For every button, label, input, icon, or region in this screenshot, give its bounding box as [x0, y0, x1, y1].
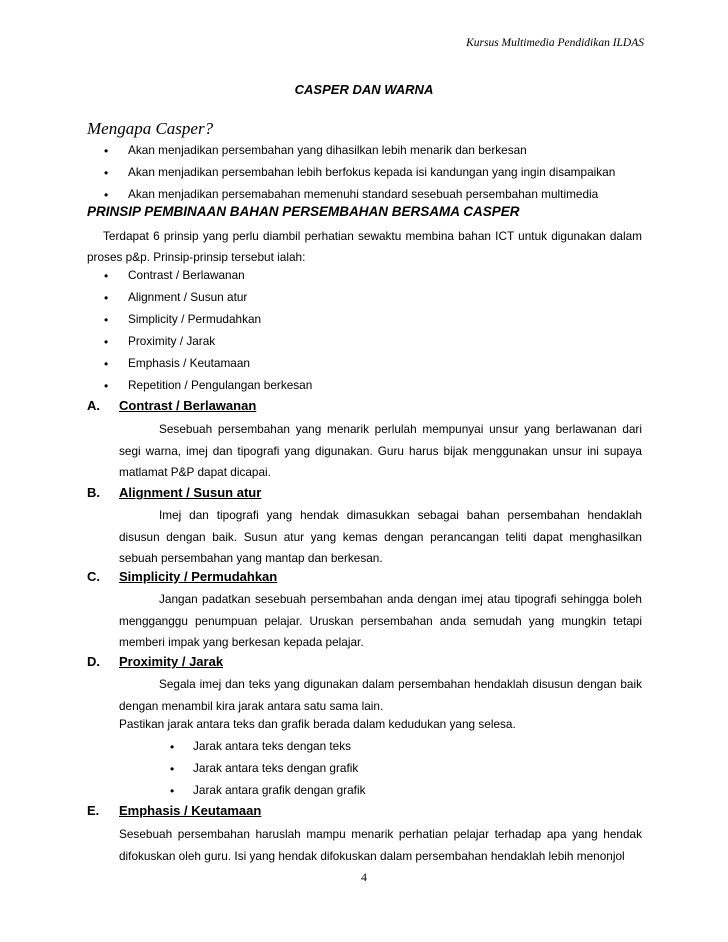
bullet-icon: • — [170, 740, 175, 754]
bullet-icon: • — [104, 188, 109, 202]
section-b-body — [119, 505, 642, 570]
principle-item: Proximity / Jarak — [128, 334, 216, 348]
section-c-letter: C. — [87, 569, 100, 584]
section-a-letter: A. — [87, 398, 100, 413]
bullet-icon: • — [104, 335, 109, 349]
proximity-item: Jarak antara teks dengan grafik — [193, 761, 359, 775]
section-d-letter: D. — [87, 654, 100, 669]
bullet-icon: • — [104, 166, 109, 180]
section-c-text: Jangan padatkan sesebuah persembahan anda dengan imej atau tipografi sehingga boleh mengganggu penumpuan pelajar. Uruskan persembahan anda semudah yang mungkin tetapi memberi impak yang berkesan kepada pelajar. — [119, 592, 642, 649]
section-b-letter: B. — [87, 485, 100, 500]
principle-item: Emphasis / Keutamaan — [128, 356, 250, 370]
bullet-icon: • — [104, 144, 109, 158]
principle-item: Alignment / Susun atur — [128, 290, 248, 304]
section-b-title: Alignment / Susun atur — [119, 485, 262, 500]
principle-item: Repetition / Pengulangan berkesan — [128, 378, 313, 392]
section-b-text: Imej dan tipografi yang hendak dimasukkan sebagai bahan persembahan hendaklah disusun dengan baik. Susun atur yang kemas dengan perancangan teliti dapat menghasilkan sebuah persembahan yang mantap dan berkesan. — [119, 508, 642, 565]
why-bullet-text: Akan menjadikan persembahan lebih berfokus kepada isi kandungan yang ingin disampaikan — [128, 165, 616, 179]
bullet-icon: • — [104, 357, 109, 371]
principle-item: Contrast / Berlawanan — [128, 268, 245, 282]
document-title: CASPER DAN WARNA — [294, 82, 434, 97]
section-c-body — [119, 589, 642, 654]
section-d-title: Proximity / Jarak — [119, 654, 224, 669]
bullet-icon: • — [104, 313, 109, 327]
section-e-letter: E. — [87, 803, 100, 818]
proximity-item: Jarak antara grafik dengan grafik — [193, 783, 366, 797]
principles-intro: Terdapat 6 prinsip yang perlu diambil perhatian sewaktu membina bahan ICT untuk digunakan dalam proses p&p. Prinsip-prinsip tersebut ialah: — [87, 229, 642, 264]
section-a-title: Contrast / Berlawanan — [119, 398, 257, 413]
section-c-title: Simplicity / Permudahkan — [119, 569, 278, 584]
section-e-body: Sesebuah persembahan haruslah mampu menarik perhatian pelajar terhadap apa yang hendak difokuskan oleh guru. Isi yang hendak difokuskan dalam persembahan hendaklah lebih menonjol — [119, 827, 642, 863]
why-bullet-text: Akan menjadikan persembahan yang dihasilkan lebih menarik dan berkesan — [128, 143, 527, 157]
bullet-icon: • — [170, 762, 175, 776]
section-e-title: Emphasis / Keutamaan — [119, 803, 262, 818]
bullet-icon: • — [104, 291, 109, 305]
page-number: 4 — [361, 870, 367, 884]
bullet-icon: • — [170, 784, 175, 798]
section-a-body — [119, 419, 642, 484]
section-d-body — [119, 674, 642, 717]
why-casper-heading: Mengapa Casper? — [87, 119, 214, 138]
principle-item: Simplicity / Permudahkan — [128, 312, 262, 326]
bullet-icon: • — [104, 269, 109, 283]
proximity-item: Jarak antara teks dengan teks — [193, 739, 352, 753]
running-header: Kursus Multimedia Pendidikan ILDAS — [466, 37, 644, 49]
why-bullet-text: Akan menjadikan persemabahan memenuhi standard sesebuah persembahan multimedia — [128, 187, 599, 201]
section-d-note: Pastikan jarak antara teks dan grafik berada dalam kedudukan yang selesa. — [119, 717, 516, 731]
bullet-icon: • — [104, 379, 109, 393]
section-a-text: Sesebuah persembahan yang menarik perlulah mempunyai unsur yang berlawanan dari segi warna, imej dan tipografi yang digunakan. Guru harus bijak menggunakan unsur ini supaya matlamat P&P dapat dicapai. — [119, 422, 642, 479]
section-d-text: Segala imej dan teks yang digunakan dalam persembahan hendaklah disusun dengan baik dengan menambil kira jarak antara satu sama lain. — [119, 677, 642, 713]
principles-heading: PRINSIP PEMBINAAN BAHAN PERSEMBAHAN BERSAMA CASPER — [87, 204, 520, 219]
